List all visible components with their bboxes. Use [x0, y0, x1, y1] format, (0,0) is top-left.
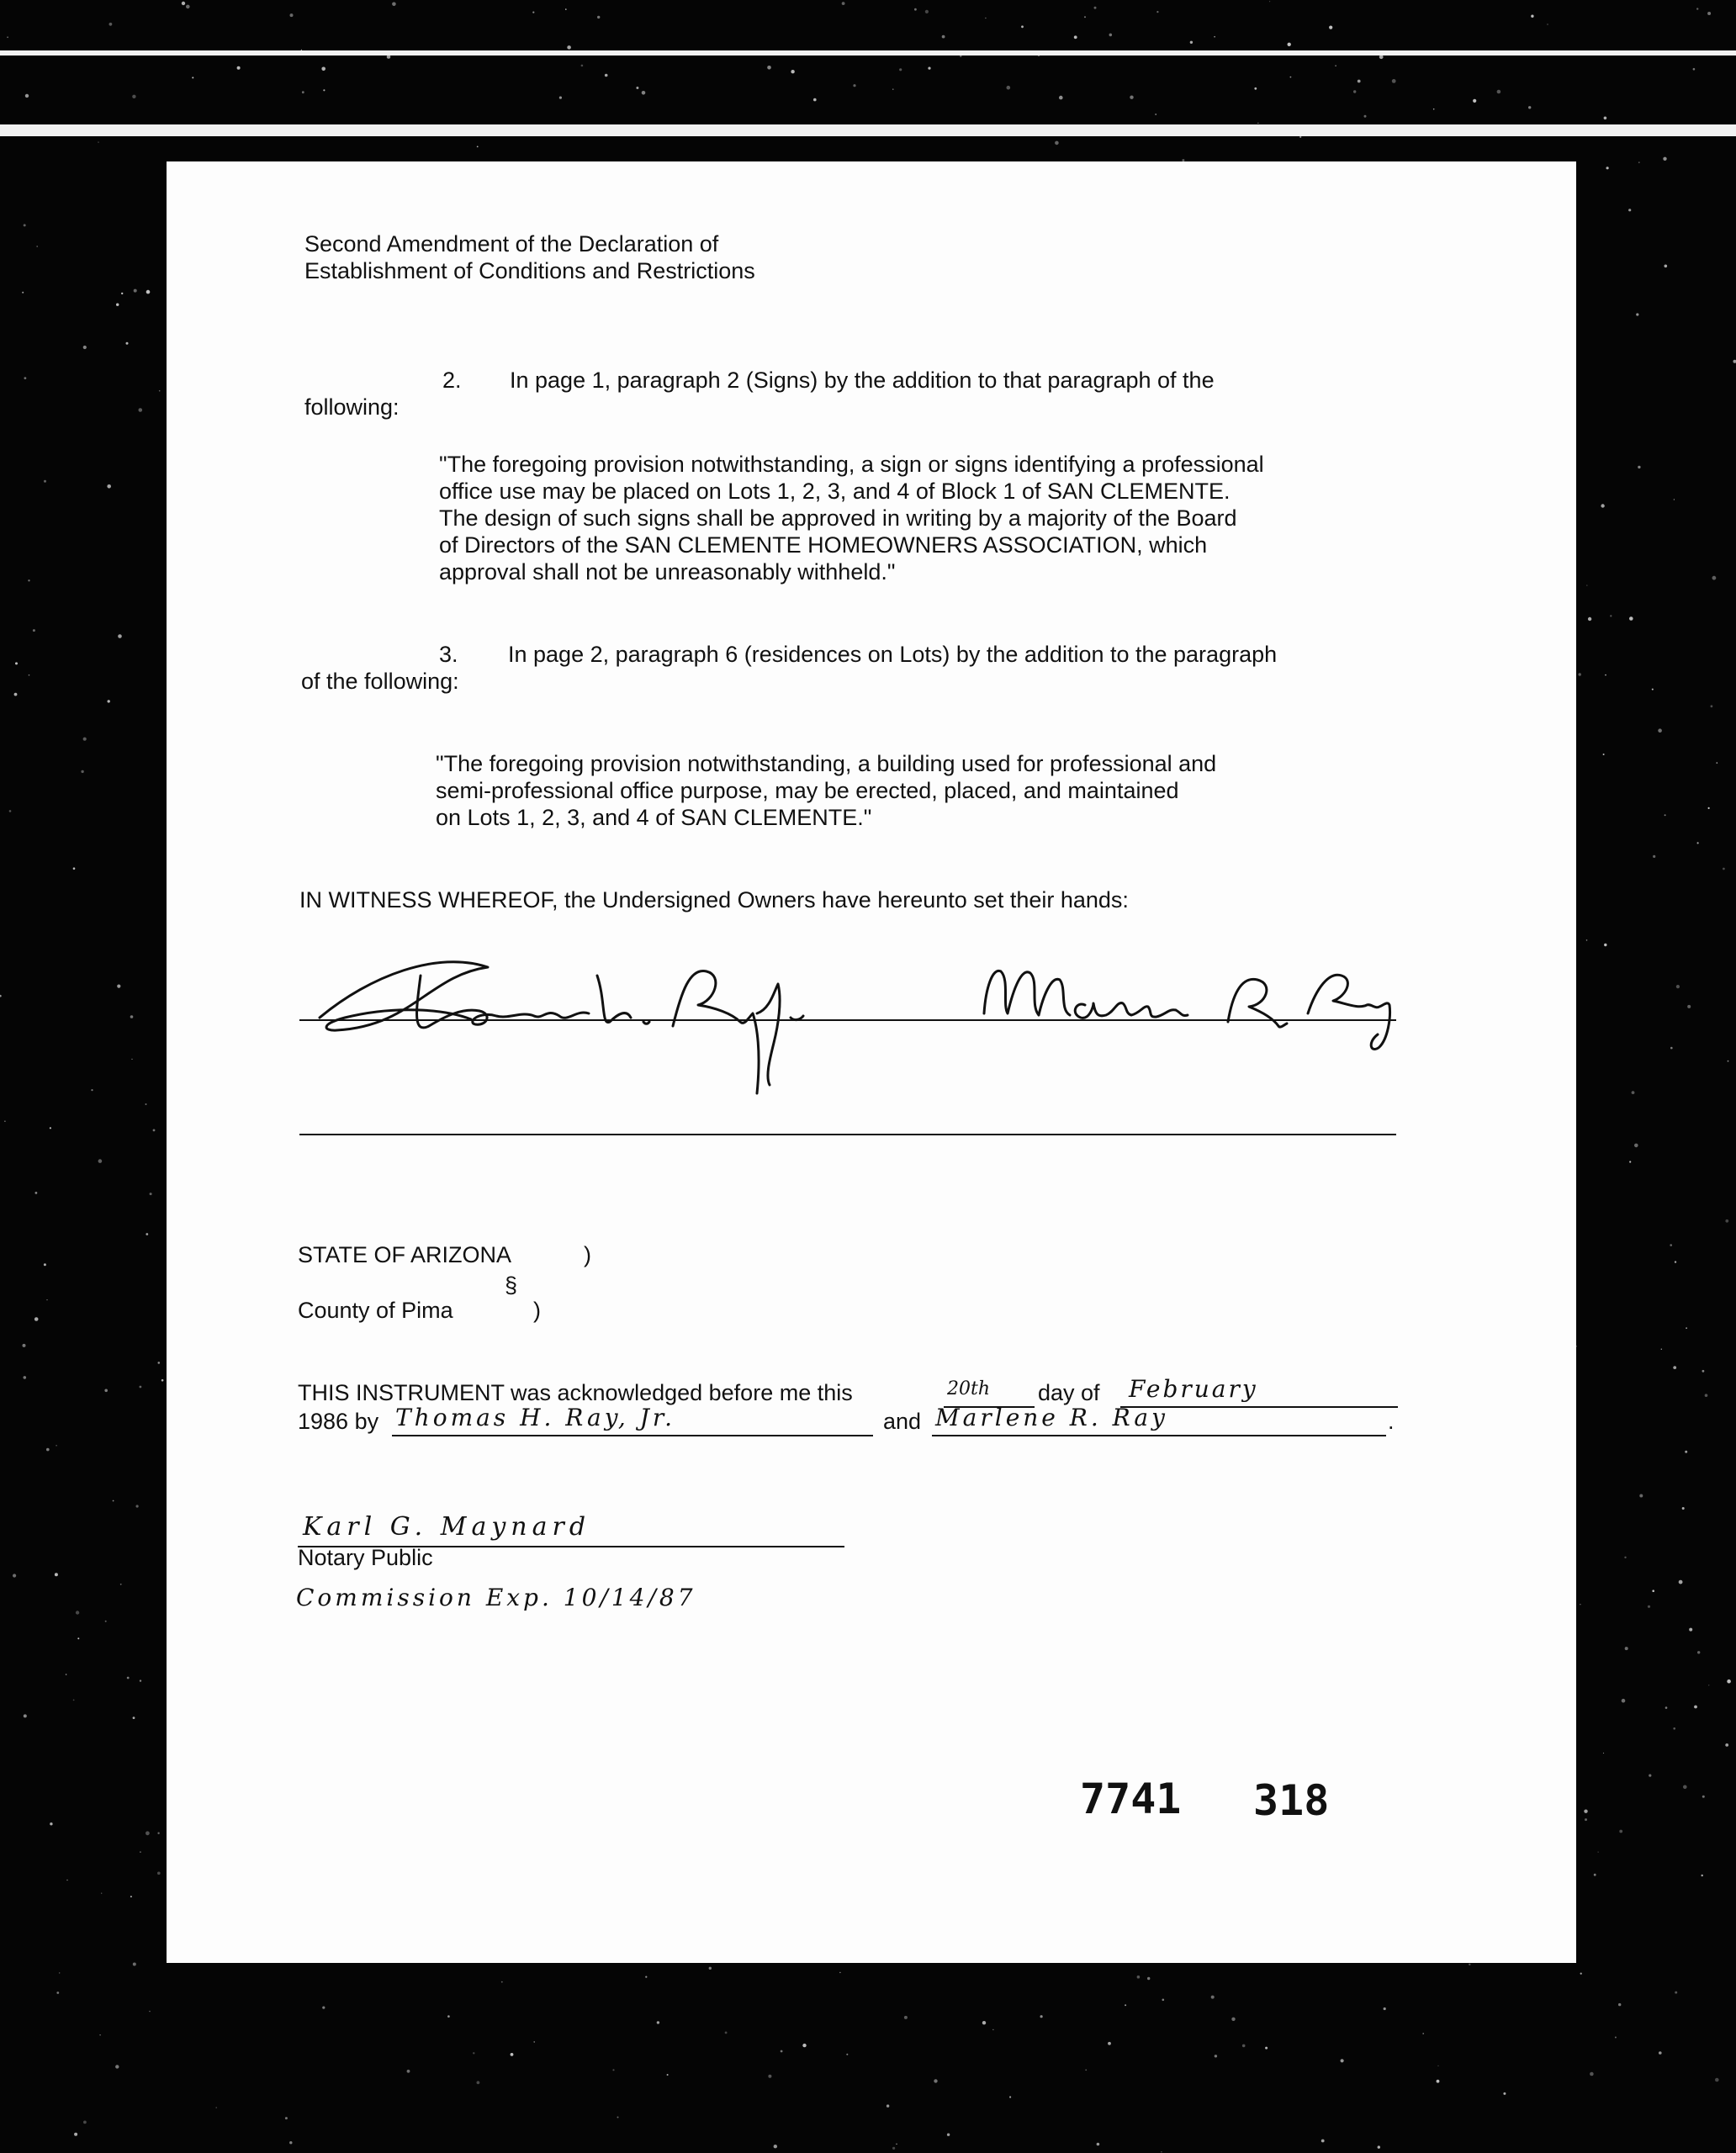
acknowledgment-day: 20th	[947, 1378, 991, 1399]
venue-bracket: )	[533, 1298, 541, 1323]
owner-2-signature	[976, 955, 1405, 1064]
item-2-quote-line: office use may be placed on Lots 1, 2, 3, and 4 of Block 1 of SAN CLEMENTE.	[439, 479, 1231, 504]
second-signature-line	[299, 1134, 1396, 1135]
venue-bracket: )	[584, 1242, 591, 1267]
item-2-quote-line: approval shall not be unreasonably withheld."	[439, 559, 896, 585]
scan-top-edge	[0, 50, 1736, 56]
item-3-quote-line: semi-professional office purpose, may be erected, placed, and maintained	[436, 778, 1179, 803]
notary-signature: Karl G. Maynard	[303, 1512, 591, 1542]
acknowledgment-and: and	[883, 1409, 922, 1434]
item-2-number: 2.	[442, 368, 462, 393]
acknowledgment-name-2: Marlene R. Ray	[935, 1404, 1168, 1431]
venue-section-mark: §	[505, 1272, 518, 1298]
acknowledgment-text: THIS INSTRUMENT was acknowledged before me this	[298, 1380, 853, 1405]
heading-line-2: Establishment of Conditions and Restrictions	[304, 258, 755, 283]
scan-top-edge-lower	[0, 124, 1736, 136]
witness-clause: IN WITNESS WHEREOF, the Undersigned Owners have hereunto set their hands:	[299, 887, 1129, 913]
heading-line-1: Second Amendment of the Declaration of	[304, 231, 719, 257]
item-3-quote-line: on Lots 1, 2, 3, and 4 of SAN CLEMENTE."	[436, 805, 872, 830]
name-2-fill-line	[932, 1435, 1386, 1436]
item-3-text: In page 2, paragraph 6 (residences on Lots) by the addition to the paragraph	[508, 642, 1278, 667]
item-2-text: In page 1, paragraph 2 (Signs) by the addition to that paragraph of the	[510, 368, 1215, 393]
acknowledgment-period: .	[1388, 1409, 1395, 1434]
item-2-quote-line: of Directors of the SAN CLEMENTE HOMEOWNERS ASSOCIATION, which	[439, 532, 1208, 558]
acknowledgment-month: February	[1129, 1375, 1258, 1403]
notary-commission: Commission Exp. 10/14/87	[296, 1584, 696, 1611]
item-3-text-cont: of the following:	[301, 669, 459, 694]
owner-1-signature	[320, 917, 841, 1102]
item-2-text-cont: following:	[304, 394, 400, 420]
venue-county: County of Pima	[298, 1298, 453, 1323]
item-2-quote-line: "The foregoing provision notwithstanding, a sign or signs identifying a professional	[439, 452, 1264, 477]
acknowledgment-year: 1986 by	[298, 1409, 379, 1434]
venue-state: STATE OF ARIZONA	[298, 1242, 512, 1267]
item-3-quote-line: "The foregoing provision notwithstanding, a building used for professional and	[436, 751, 1217, 776]
item-2-quote-line: The design of such signs shall be approved in writing by a majority of the Board	[439, 505, 1237, 531]
notary-title: Notary Public	[298, 1545, 433, 1570]
item-3-number: 3.	[439, 642, 458, 667]
name-1-fill-line	[392, 1435, 873, 1436]
acknowledgment-day-of: day of	[1038, 1380, 1100, 1405]
recording-docket-number: 7741	[1080, 1775, 1182, 1823]
acknowledgment-name-1: Thomas H. Ray, Jr.	[395, 1404, 676, 1431]
recording-page-number: 318	[1253, 1776, 1330, 1825]
